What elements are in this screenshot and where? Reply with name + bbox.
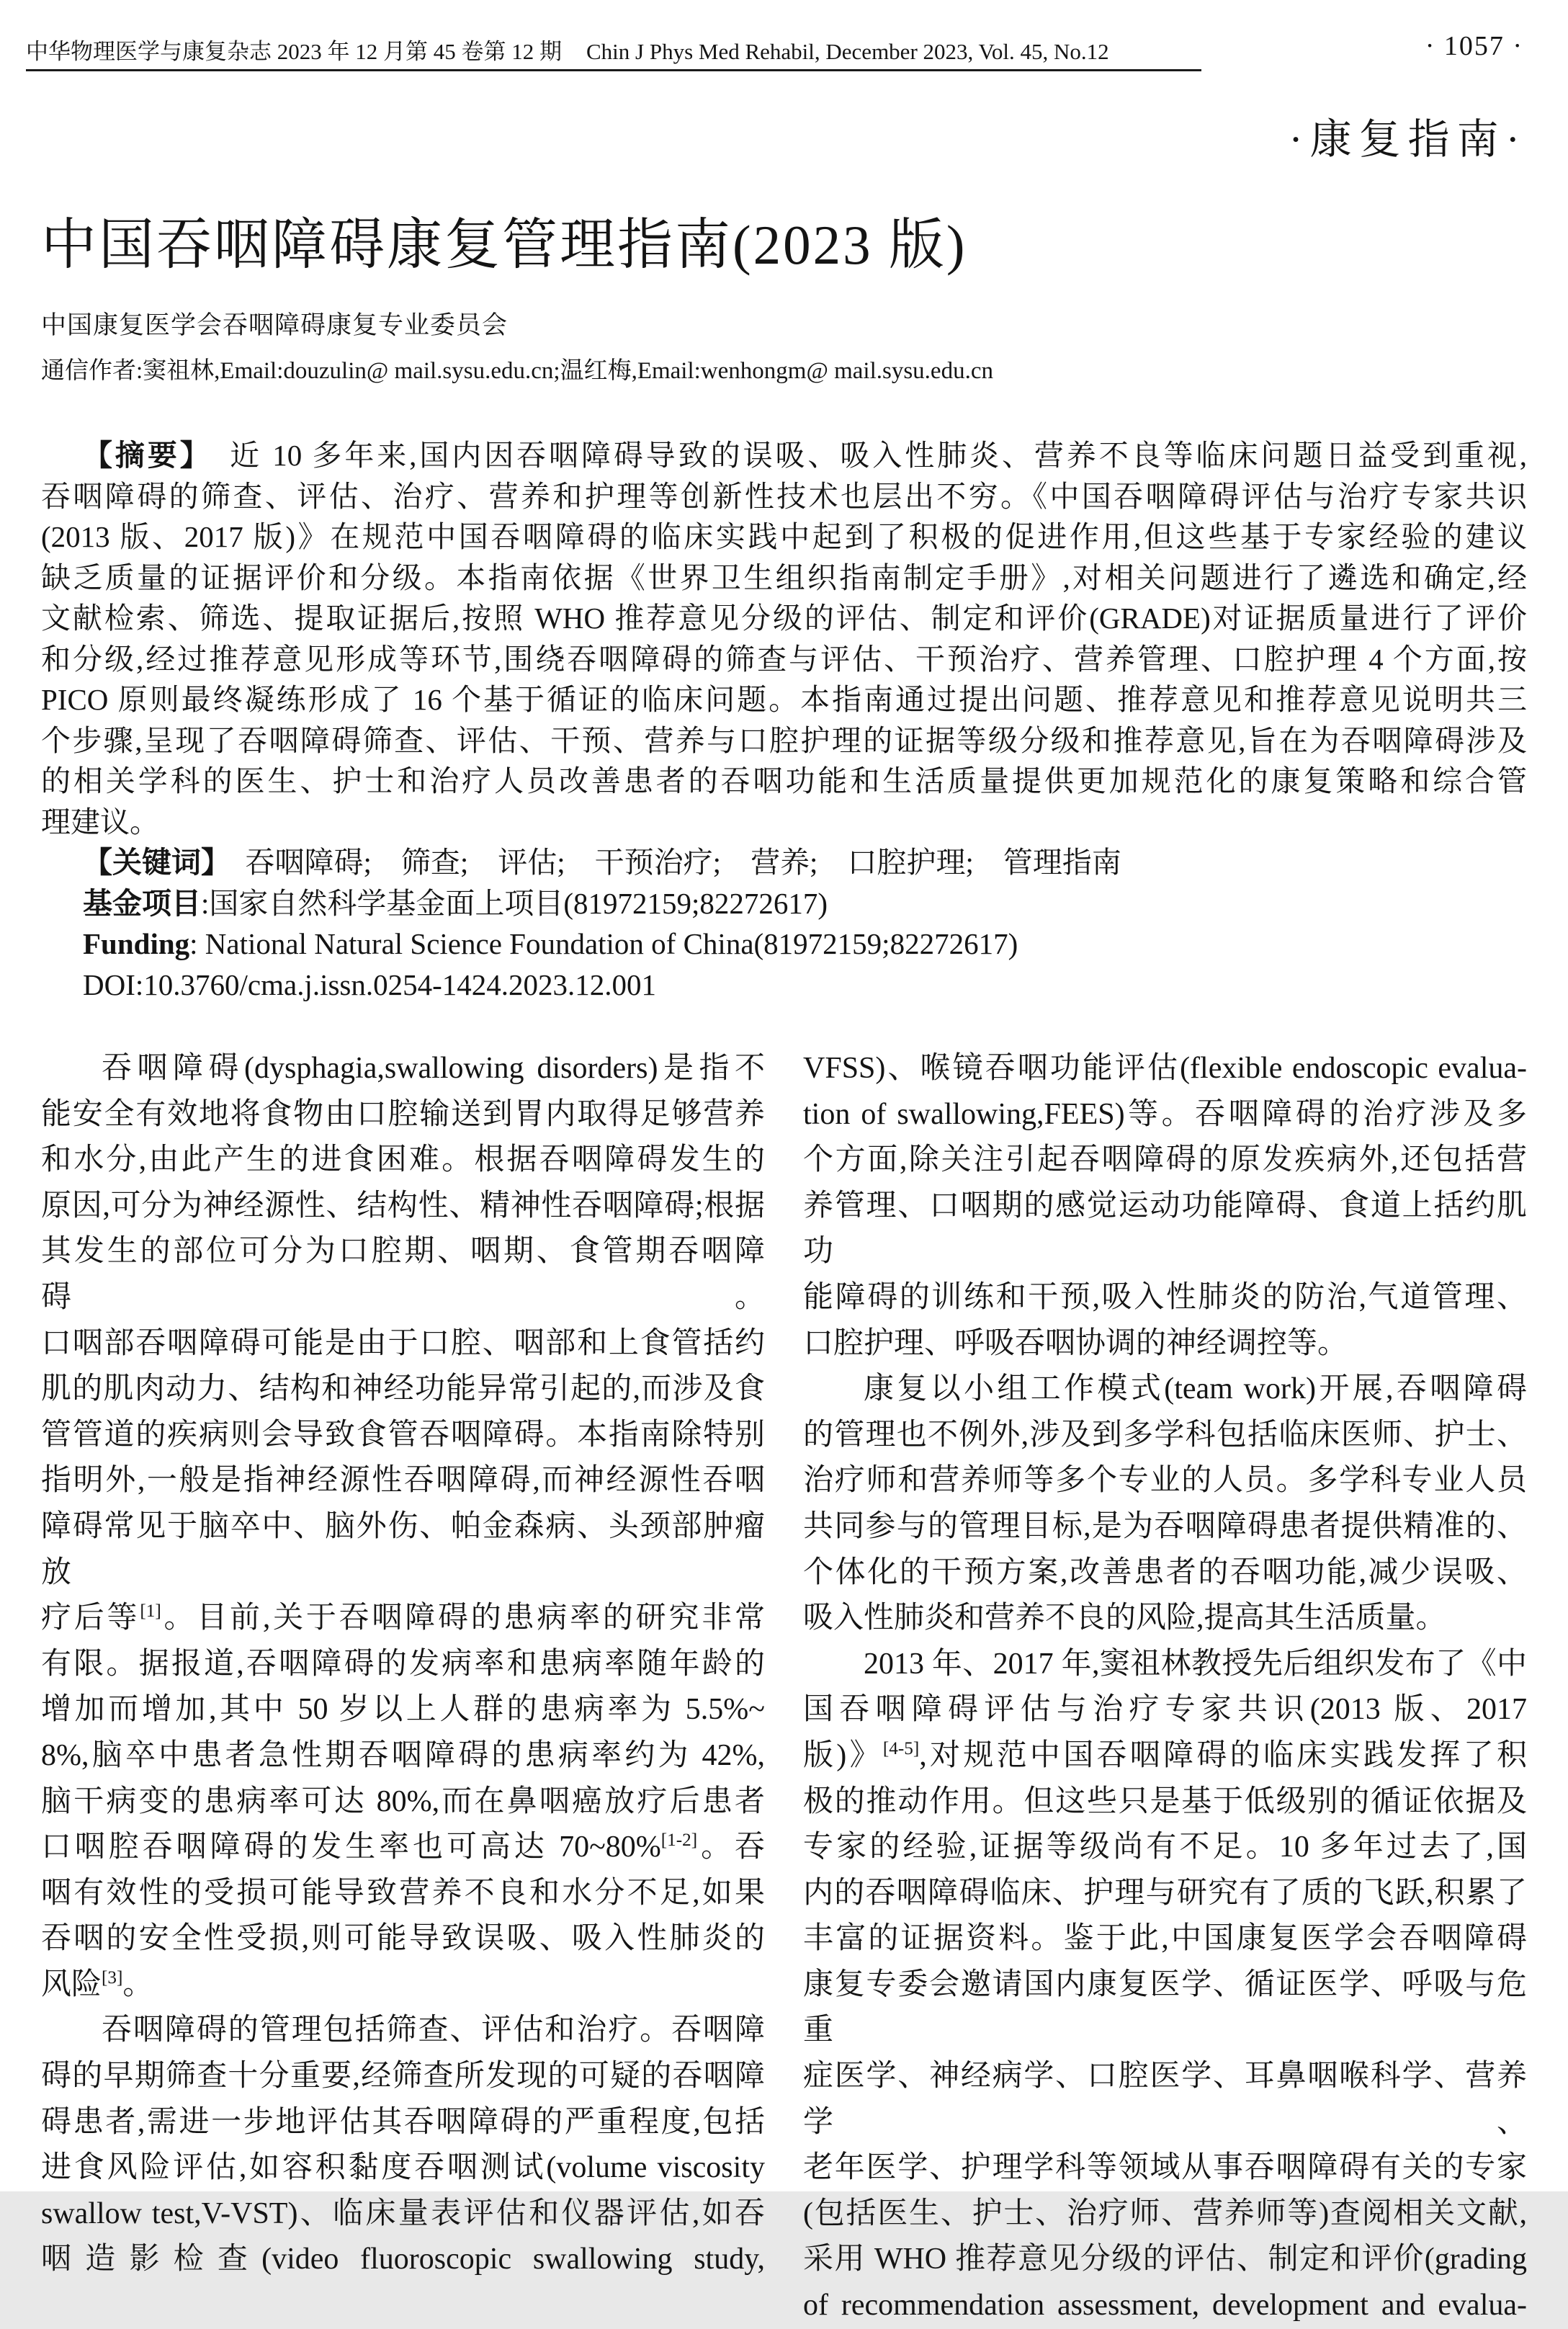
body-line [803, 1825, 1527, 1871]
header-rule [26, 69, 1201, 71]
text-segment: 和分级,经过推荐意见形成等环节,围绕吞咽障碍的筛查与评估、干预治疗、营养管理、口腔护理 4 个方面,按 [41, 642, 1527, 676]
text-segment: 口咽部吞咽障碍可能是由于口腔、咽部和上食管括约 [41, 1326, 765, 1360]
body-line [41, 1184, 765, 1230]
body-line [41, 1596, 765, 1642]
text-segment: 国吞咽障碍评估与治疗专家共识(2013 版、2017 [803, 1693, 1527, 1727]
body-line [803, 2054, 1527, 2145]
body-line [803, 2191, 1527, 2238]
text-segment: 指明外,一般是指神经源性吞咽障碍,而神经源性吞咽 [41, 1464, 765, 1498]
text-segment: 吞咽障碍; 筛查; 评估; 干预治疗; 营养; 口腔护理; 管理指南 [215, 846, 1121, 879]
text-segment: 增加而增加,其中 50 岁以上人群的患病率为 5.5%~ [41, 1693, 765, 1727]
text-segment: 其发生的部位可分为口腔期、咽期、食管期吞咽障碍。 [41, 1235, 765, 1314]
page-number: · 1057 · [1425, 31, 1523, 61]
text-segment: 口腔护理、呼吸吞咽协调的神经调控等。 [803, 1326, 1348, 1360]
body-line [803, 2237, 1527, 2283]
abstract-line [41, 679, 1527, 720]
text-segment: : National Natural Science Foundation of China(81972159;82272617) [189, 927, 1018, 960]
text-segment: 丰富的证据资料。鉴于此,中国康复医学会吞咽障碍 [803, 1922, 1527, 1956]
text-segment: 有限。据报道,吞咽障碍的发病率和患病率随年龄的 [41, 1647, 765, 1681]
text-segment: 治疗师和营养师等多个专业的人员。多学科专业人员 [803, 1464, 1527, 1498]
text-segment: 障碍常见于脑卒中、脑外伤、帕金森病、头颈部肿瘤放 [41, 1509, 765, 1589]
abstract-line [41, 598, 1527, 639]
text-segment: 个步骤,呈现了吞咽障碍筛查、评估、干预、营养与口腔护理的证据等级分级和推荐意见,旨在为吞咽障碍涉及 [41, 723, 1527, 757]
text-segment: 文献检索、筛选、提取证据后,按照 WHO 推荐意见分级的评估、制定和评价(GRADE)对证据质量进行了评价 [41, 602, 1527, 635]
body-line [803, 1413, 1527, 1459]
abstract-line [41, 720, 1527, 761]
body-line [803, 1184, 1527, 1275]
abstract-line [41, 802, 1527, 843]
text-segment: 个方面,除关注引起吞咽障碍的原发疾病外,还包括营 [803, 1143, 1527, 1177]
text-segment: 吞咽障碍的筛查、评估、治疗、营养和护理等创新性技术也层出不穷。《中国吞咽障碍评估与治疗专家共识 [41, 479, 1527, 513]
text-segment: :国家自然科学基金面上项目(81972159;82272617) [201, 886, 828, 920]
body-line [41, 1046, 765, 1092]
body-line [803, 1779, 1527, 1825]
text-segment: tion of swallowing,FEES)等。吞咽障碍的治疗涉及多 [803, 1097, 1527, 1131]
text-segment: DOI:10.3760/cma.j.issn.0254-1424.2023.12.001 [83, 967, 657, 1001]
body-line [41, 1825, 765, 1871]
article-title: 中国吞咽障碍康复管理指南(2023 版) [41, 214, 967, 276]
text-segment: 能障碍的训练和干预,吸入性肺炎的防治,气道管理、 [803, 1280, 1527, 1314]
text-segment: PICO 原则最终凝练形成了 16 个基于循证的临床问题。本指南通过提出问题、推荐意见和推荐意见说明共三 [41, 683, 1527, 716]
body-line [803, 1733, 1527, 1779]
left-column [41, 1046, 765, 2283]
text-segment: 进食风险评估,如容积黏度吞咽测试(volume viscosity [41, 2151, 765, 2185]
body-line [41, 1504, 765, 1596]
text-segment: 疗后等 [41, 1601, 140, 1635]
text-segment: 的管理也不例外,涉及到多学科包括临床医师、护士、 [803, 1418, 1527, 1452]
text-segment: 共同参与的管理目标,是为吞咽障碍患者提供精准的、 [803, 1509, 1527, 1543]
body-line [803, 2145, 1527, 2191]
text-segment: 。 [122, 1967, 153, 2001]
text-segment: 口咽腔吞咽障碍的发生率也可高达 70~80% [41, 1830, 661, 1864]
body-line [41, 1687, 765, 1733]
citation-reference: [3] [102, 1967, 123, 1988]
body-line [41, 1413, 765, 1459]
body-line [803, 1046, 1527, 1092]
body-line [803, 1321, 1527, 1367]
text-segment: 和水分,由此产生的进食困难。根据吞咽障碍发生的 [41, 1143, 765, 1177]
citation-reference: [1] [140, 1601, 161, 1622]
abstract-line [41, 476, 1527, 517]
text-segment: 吸入性肺炎和营养不良的风险,提高其生活质量。 [803, 1601, 1446, 1635]
text-segment: VFSS)、喉镜吞咽功能评估(flexible endoscopic evalua- [803, 1052, 1527, 1085]
text-segment: 养管理、口咽期的感觉运动功能障碍、食道上括约肌功 [803, 1189, 1527, 1269]
body-line [41, 1367, 765, 1413]
body-line [803, 1367, 1527, 1413]
abstract-line [41, 558, 1527, 599]
body-line [41, 1321, 765, 1367]
body-line [41, 1092, 765, 1138]
section-banner: ·康复指南· [1289, 116, 1527, 163]
text-segment: 缺乏质量的证据评价和分级。本指南依据《世界卫生组织指南制定手册》,对相关问题进行了遴选和确定,经 [41, 560, 1527, 594]
text-segment: 康复专委会邀请国内康复医学、循证医学、呼吸与危重 [803, 1967, 1527, 2047]
body-line [803, 1137, 1527, 1184]
text-segment: 采用 WHO 推荐意见分级的评估、制定和评价(grading [803, 2243, 1527, 2276]
funding-en-line [41, 924, 1527, 965]
body-line [803, 1916, 1527, 1962]
body-line [41, 2191, 765, 2238]
body-line [803, 1962, 1527, 2054]
text-segment: 基金项目 [83, 886, 201, 920]
body-line [803, 1550, 1527, 1596]
citation-reference: [1-2] [660, 1830, 698, 1851]
text-segment: 理建议。 [41, 805, 159, 839]
body-line [41, 1916, 765, 1962]
body-line [41, 2100, 765, 2146]
body-line [803, 2283, 1527, 2329]
body-line [803, 1596, 1527, 1642]
body-line [803, 1458, 1527, 1504]
body-line [803, 1871, 1527, 1917]
text-segment: 咽有效性的受损可能导致营养不良和水分不足,如果 [41, 1876, 765, 1910]
text-segment: 脑干病变的患病率可达 80%,而在鼻咽癌放疗后患者 [41, 1784, 765, 1818]
text-segment: 碍的早期筛查十分重要,经筛查所发现的可疑的吞咽障 [41, 2060, 765, 2093]
text-segment: 版)》 [803, 1738, 883, 1772]
text-segment: 【摘要】 [83, 439, 198, 472]
text-segment: 。吞 [697, 1830, 765, 1864]
text-segment: (包括医生、护士、治疗师、营养师等)查阅相关文献, [803, 2196, 1527, 2230]
abstract-block [41, 435, 1527, 1005]
text-segment: 康复以小组工作模式(team work)开展,吞咽障碍 [864, 1372, 1527, 1406]
citation-reference: [4-5] [882, 1738, 920, 1758]
text-segment: 吞咽的安全性受损,则可能导致误吸、吸入性肺炎的 [41, 1922, 765, 1956]
body-line [41, 1137, 765, 1184]
keywords-line [41, 842, 1527, 883]
text-segment: 咽造影检查(video fluoroscopic swallowing study, [41, 2243, 765, 2276]
abstract-line [41, 435, 1527, 476]
text-segment: 极的推动作用。但这些只是基于低级别的循证依据及 [803, 1784, 1527, 1818]
doi-line [41, 965, 1527, 1006]
text-segment: 。目前,关于吞咽障碍的患病率的研究非常 [161, 1601, 765, 1635]
text-segment: 2013 年、2017 年,窦祖林教授先后组织发布了《中 [864, 1647, 1527, 1681]
text-segment: Funding [83, 927, 190, 960]
body-line [803, 1275, 1527, 1321]
funding-cn-line [41, 883, 1527, 924]
right-column [803, 1046, 1527, 2329]
text-segment: 的相关学科的医生、护士和治疗人员改善患者的吞咽功能和生活质量提供更加规范化的康复策略和综合管 [41, 764, 1527, 797]
text-segment: 原因,可分为神经源性、结构性、精神性吞咽障碍;根据 [41, 1189, 765, 1222]
journal-title-zh: 中华物理医学与康复杂志 2023 年 12 月第 45 卷第 12 期 [26, 39, 562, 64]
body-line [41, 1962, 765, 2008]
journal-title-en: Chin J Phys Med Rehabil, December 2023, Vol. 45, No.12 [586, 39, 1109, 64]
body-line [41, 1229, 765, 1320]
author-organization: 中国康复医学会吞咽障碍康复专业委员会 [41, 311, 509, 339]
body-line [41, 1458, 765, 1504]
abstract-line [41, 761, 1527, 802]
text-segment: 管管道的疾病则会导致食管吞咽障碍。本指南除特别 [41, 1418, 765, 1452]
body-line [41, 1733, 765, 1779]
body-line [41, 2145, 765, 2191]
body-line [803, 1092, 1527, 1138]
text-segment: 症医学、神经病学、口腔医学、耳鼻咽喉科学、营养学、 [803, 2060, 1527, 2139]
body-line [803, 1504, 1527, 1550]
text-segment: 老年医学、护理学科等领域从事吞咽障碍有关的专家 [803, 2151, 1527, 2185]
text-segment: 肌的肌肉动力、结构和神经功能异常引起的,而涉及食 [41, 1372, 765, 1406]
text-segment: 碍患者,需进一步地评估其吞咽障碍的严重程度,包括 [41, 2105, 765, 2139]
text-segment: 【关键词】 [83, 846, 216, 879]
page-header [26, 33, 1528, 66]
text-segment: 吞咽障碍(dysphagia,swallowing disorders)是指不 [102, 1052, 765, 1085]
text-segment: of recommendation assessment, development and evalua- [803, 2289, 1527, 2323]
body-line [41, 2008, 765, 2054]
body-line [41, 1779, 765, 1825]
correspondence-line: 通信作者:窦祖林,Email:douzulin@ mail.sysu.edu.cn;温红梅,Email:wenhongm@ mail.sysu.edu.cn [41, 358, 993, 384]
text-segment: 内的吞咽障碍临床、护理与研究有了质的飞跃,积累了 [803, 1876, 1527, 1910]
text-segment: 近 10 多年来,国内因吞咽障碍导致的误吸、吸入性肺炎、营养不良等临床问题日益受到重视, [197, 439, 1528, 472]
body-line [803, 1642, 1527, 1688]
text-segment: (2013 版、2017 版)》在规范中国吞咽障碍的临床实践中起到了积极的促进作用,但这些基于专家经验的建议 [41, 520, 1527, 553]
text-segment: 个体化的干预方案,改善患者的吞咽功能,减少误吸、 [803, 1555, 1527, 1589]
text-segment: swallow test,V-VST)、临床量表评估和仪器评估,如吞 [41, 2196, 765, 2230]
body-line [41, 1871, 765, 1917]
text-segment: ,对规范中国吞咽障碍的临床实践发挥了积 [919, 1738, 1527, 1772]
abstract-line [41, 517, 1527, 558]
text-segment: 吞咽障碍的管理包括筛查、评估和治疗。吞咽障 [102, 2013, 765, 2047]
abstract-line [41, 639, 1527, 680]
body-line [41, 2054, 765, 2100]
text-segment: 能安全有效地将食物由口腔输送到胃内取得足够营养 [41, 1097, 765, 1131]
body-line [41, 2237, 765, 2283]
text-segment: 8%,脑卒中患者急性期吞咽障碍的患病率约为 42%, [41, 1738, 765, 1772]
text-segment: 风险 [41, 1967, 102, 2001]
body-line [803, 1687, 1527, 1733]
body-line [41, 1642, 765, 1688]
text-segment: 专家的经验,证据等级尚有不足。10 多年过去了,国 [803, 1830, 1527, 1864]
